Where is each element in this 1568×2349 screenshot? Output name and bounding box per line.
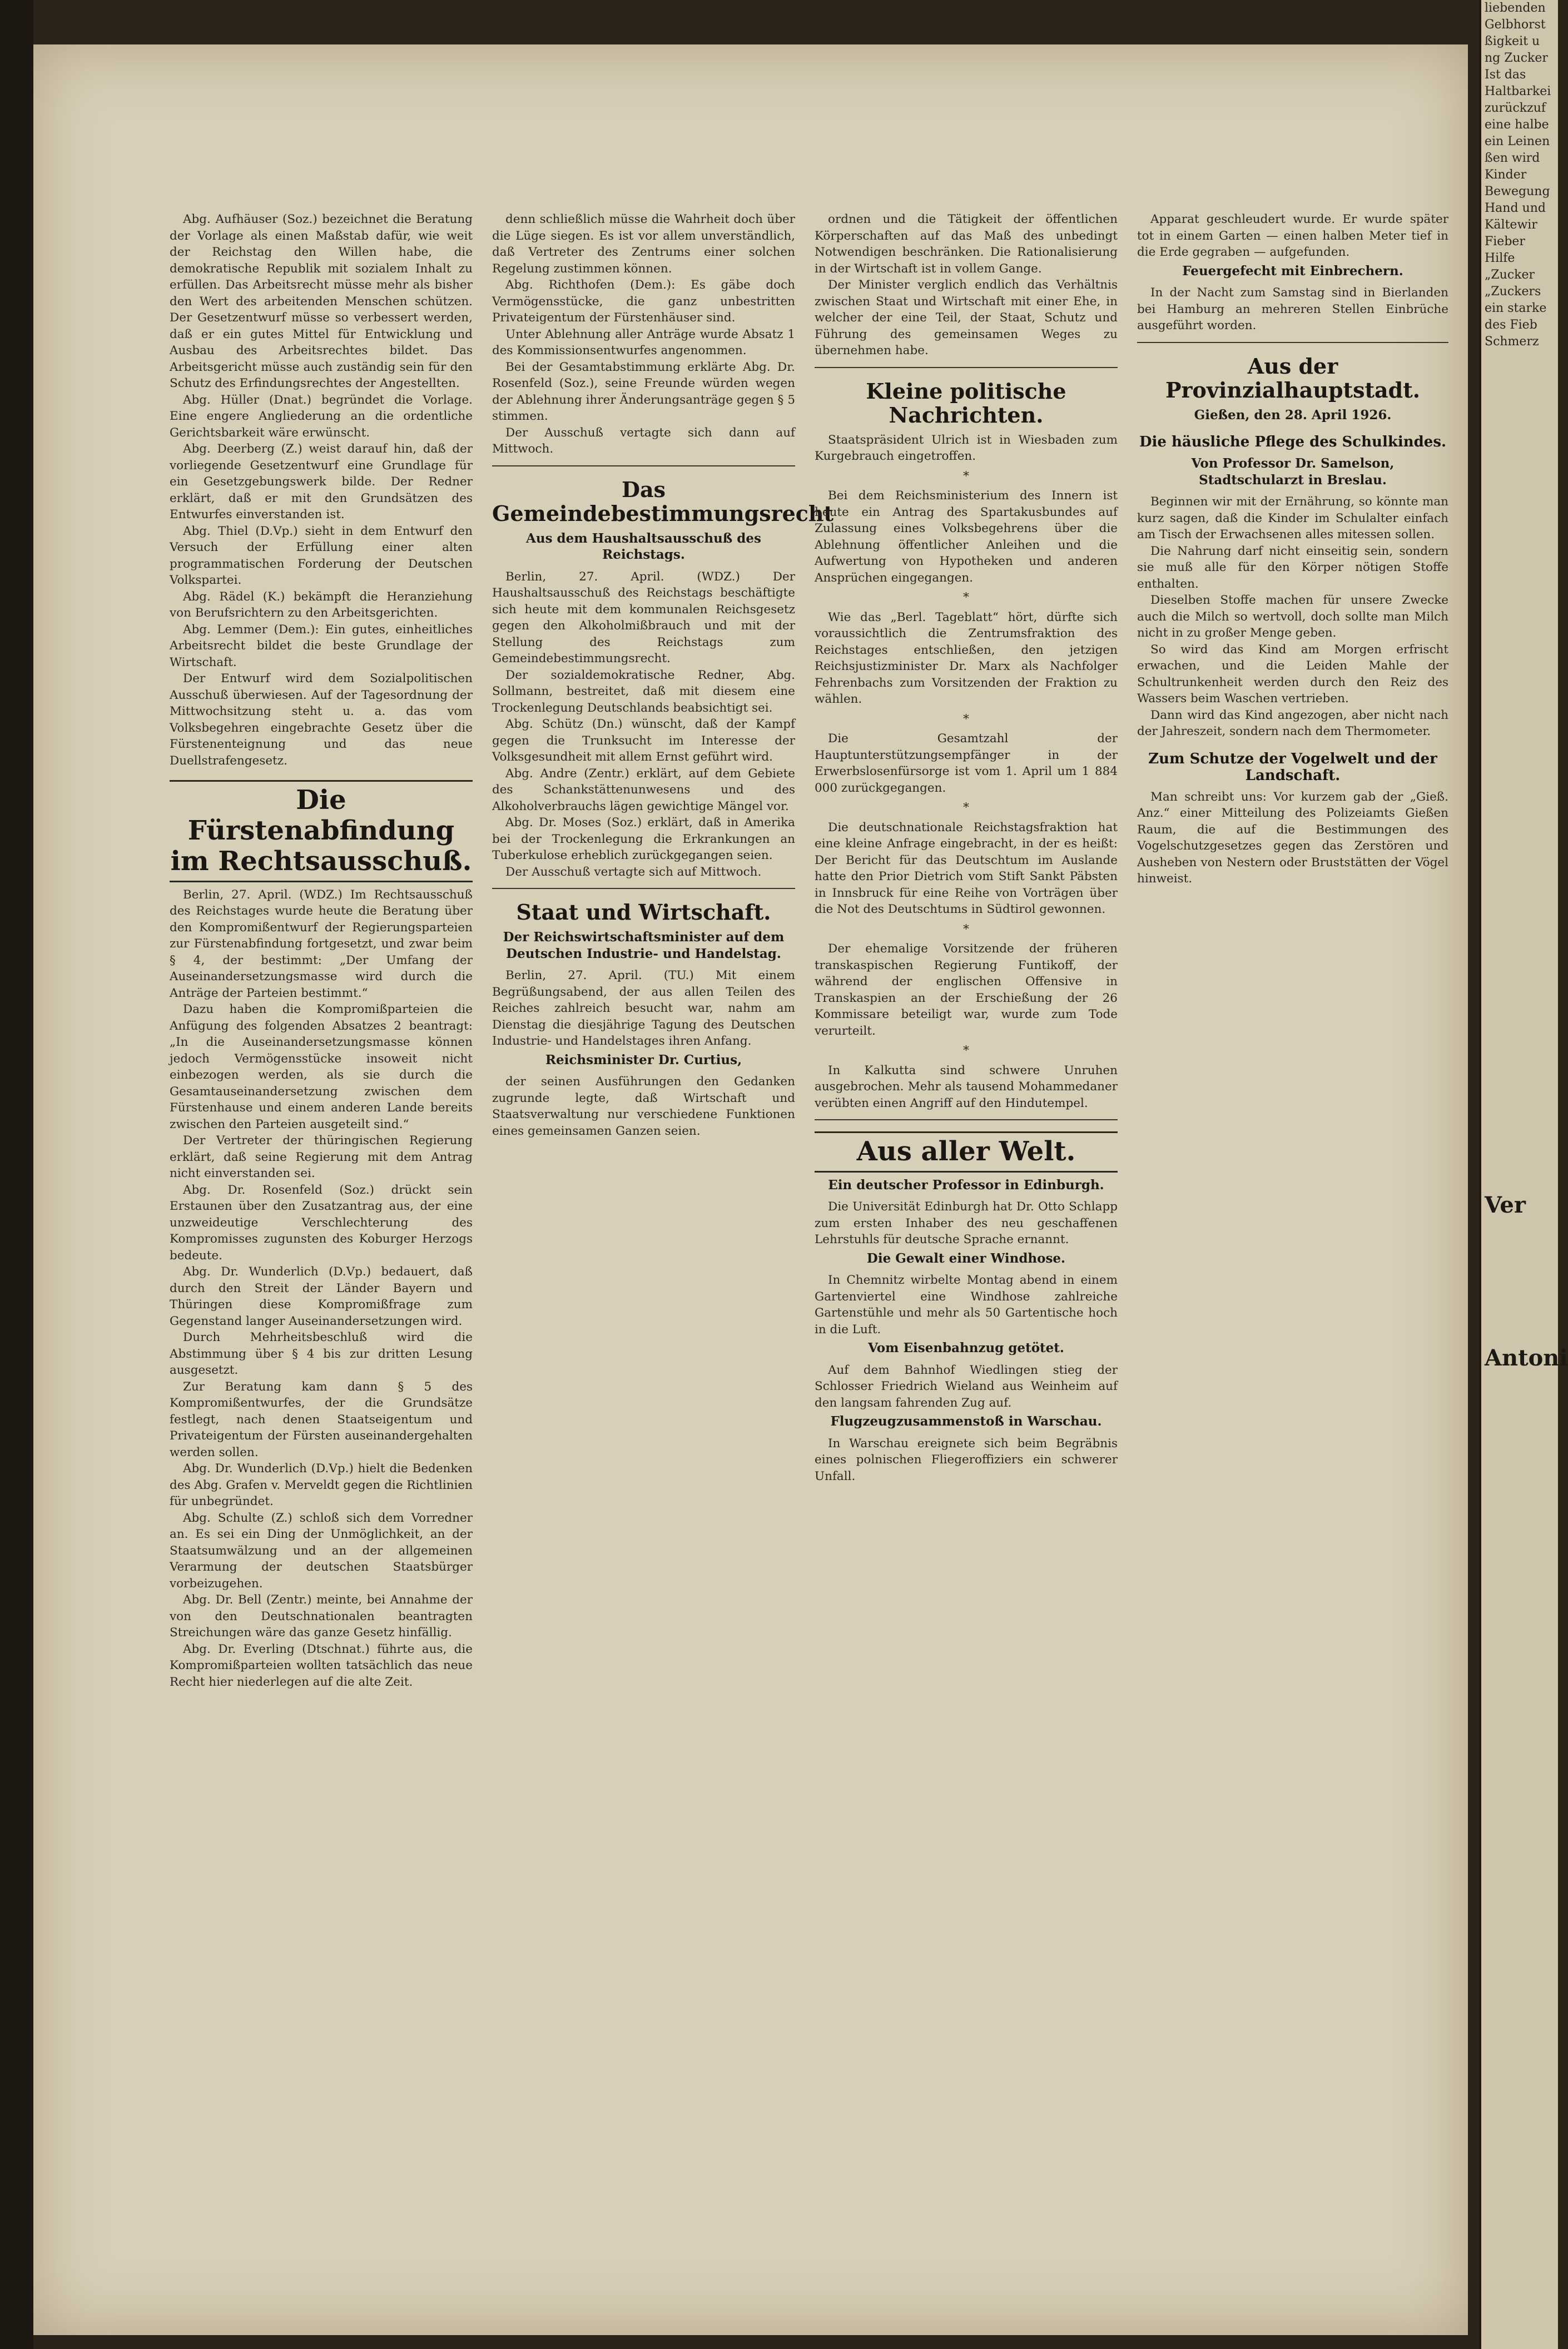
paragraph: Bei der Gesamtabstimmung erklärte Abg. Dr. Rosenfeld (Soz.), seine Freunde würden wegen der Ablehnung ihrer Änderungsanträge gegen § 5 stimmen. — [492, 360, 795, 423]
separator-star: * — [963, 922, 969, 936]
fragment-text: Haltbarkei — [1485, 85, 1551, 98]
fragment-heading: Antoni — [1485, 1345, 1568, 1371]
paragraph: Dieselben Stoffe machen für unsere Zwecke auch die Milch so wertvoll, doch sollte man Milch nicht in zu großer Menge geben. — [1137, 593, 1448, 640]
paragraph: Abg. Deerberg (Z.) weist darauf hin, daß der vorliegende Gesetzentwurf eine Grundlage für ein Gesetzgebungswerk bilde. Der Redner erklärt, daß er mit den Grundsätzen des Entwurfes einverstanden ist. — [170, 442, 473, 522]
paragraph: Abg. Schulte (Z.) schloß sich dem Vorredner an. Es sei ein Ding der Unmöglichkeit, an der Staatsumwälzung und an der allgemeinen Verarmung der deutschen Staatsbürger vorbeizugehen. — [170, 1511, 473, 1591]
paragraph: Wie das „Berl. Tageblatt“ hört, dürfte sich voraussichtlich die Zentrumsfraktion des Reichstages entschließen, den jetzigen Reichsjustizminister Dr. Marx als Nachfolger Fehrenbachs zum Vorsitzenden der Fraktion zu wählen. — [815, 610, 1118, 707]
paragraph: Berlin, 27. April. (WDZ.) Der Haushaltsausschuß des Reichstags beschäftigte sich heute mit dem kommunalen Reichsgesetz gegen den Alkoholmißbrauch und mit der Stellung des Reichstags zum Gemeindebestimmungsrecht. — [492, 569, 795, 666]
fragment-text: Bewegung — [1485, 185, 1550, 198]
divider — [492, 888, 795, 889]
paragraph: Abg. Schütz (Dn.) wünscht, daß der Kampf gegen die Trunksucht im Interesse der Volksgesundheit mit allem Ernst geführt wird. — [492, 717, 795, 764]
section-label: Vom Eisenbahnzug getötet. — [868, 1340, 1064, 1356]
fragment-text: Kältewir — [1485, 218, 1537, 232]
fragment-text: ßen wird — [1485, 151, 1540, 165]
paragraph: Abg. Dr. Wunderlich (D.Vp.) hielt die Bedenken des Abg. Grafen v. Merveldt gegen die Richtlinien für unbegründet. — [170, 1462, 473, 1509]
headline-vogelwelt: Zum Schutze der Vogelwelt und der Landschaft. — [1148, 750, 1437, 784]
headline-staat-und-wirtschaft: Staat und Wirtschaft. — [516, 900, 771, 925]
column-4 — [1137, 211, 1448, 2335]
headline-haeusliche-pflege: Die häusliche Pflege des Schulkindes. — [1139, 434, 1447, 451]
separator-star: * — [963, 590, 969, 605]
fragment-text: Hilfe — [1485, 251, 1515, 265]
fragment-text: Gelbhorst — [1485, 18, 1546, 32]
divider — [492, 465, 795, 466]
fragment-text: des Fieb — [1485, 318, 1537, 332]
section-label: Reichsminister Dr. Curtius, — [545, 1052, 742, 1067]
fragment-text: Kinder — [1485, 168, 1527, 182]
paragraph: Man schreibt uns: Vor kurzem gab der „Gieß. Anz.“ einer Mitteilung des Polizeiamts Gießen Raum, die auf die Bestimmungen des Vogelschutzgesetzes gegen das Zerstören und Ausheben von Nestern oder Bruststätten der Vögel hinweist. — [1137, 789, 1448, 886]
paragraph: Unter Ablehnung aller Anträge wurde Absatz 1 des Kommissionsentwurfes angenommen. — [492, 327, 795, 357]
paragraph: Abg. Rädel (K.) bekämpft die Heranziehung von Berufsrichtern zu den Arbeitsgerichten. — [170, 589, 473, 620]
paragraph: Abg. Dr. Moses (Soz.) erklärt, daß in Amerika bei der Trockenlegung die Erkrankungen an Tuberkulose erheblich zurückgegangen seien. — [492, 816, 795, 863]
separator-star: * — [963, 712, 969, 726]
headline-aus-aller-welt: Aus aller Welt. — [815, 1131, 1118, 1172]
paragraph: Abg. Andre (Zentr.) erklärt, auf dem Gebiete des Schankstättenunwesens und des Alkoholverbrauchs lägen gewichtige Mängel vor. — [492, 766, 795, 813]
paragraph: Die Universität Edinburgh hat Dr. Otto Schlapp zum ersten Inhaber des neu geschaffenen Lehrstuhls für deutsche Sprache ernannt. — [815, 1200, 1118, 1247]
column-1 — [170, 211, 473, 2335]
divider — [1137, 342, 1448, 343]
subheadline: Ein deutscher Professor in Edinburgh. — [828, 1177, 1104, 1193]
paragraph: Bei dem Reichsministerium des Innern ist heute ein Antrag des Spartakusbundes auf Zulassung eines Volksbegehrens über die Ablehnung öffentlicher Anleihen und die Aufwertung von Hypotheken und anderen Ansprüchen eingegangen. — [815, 489, 1118, 585]
paragraph: Abg. Dr. Wunderlich (D.Vp.) bedauert, daß durch den Streit der Länder Bayern und Thüringen diese Kompromißfrage zum Gegenstand langer Auseinandersetzungen wird. — [170, 1265, 473, 1328]
paragraph: Der Ausschuß vertagte sich auf Mittwoch. — [505, 865, 762, 879]
paragraph: Der ehemalige Vorsitzende der früheren transkaspischen Regierung Funtikoff, der während der englischen Offensive in Transkaspien an der Erschießung der 26 Kommissare beteiligt war, wurde zum Tode verurteilt. — [815, 942, 1118, 1038]
newspaper-page — [33, 44, 1468, 2335]
section-label: Feuergefecht mit Einbrechern. — [1182, 263, 1403, 279]
subheadline: Der Reichswirtschaftsminister auf dem Deutschen Industrie- und Handelstag. — [503, 930, 785, 961]
paragraph: In Kalkutta sind schwere Unruhen ausgebrochen. Mehr als tausend Mohammedaner verübten einen Angriff auf den Hindutempel. — [815, 1063, 1118, 1110]
paragraph: Abg. Dr. Rosenfeld (Soz.) drückt sein Erstaunen über den Zusatzantrag aus, der eine unzweideutige Verschlechterung des Kompromisses zugunsten des Koburger Herzogs bedeute. — [170, 1183, 473, 1263]
subheadline: Aus dem Haushaltsausschuß des Reichstags. — [526, 530, 761, 563]
fragment-text: ng Zucker — [1485, 51, 1548, 65]
paragraph: Der sozialdemokratische Redner, Abg. Sollmann, bestreitet, daß mit diesem eine Trockenlegung Deutschlands beabsichtigt sei. — [492, 668, 795, 715]
paragraph: Abg. Dr. Everling (Dtschnat.) führte aus, die Kompromißparteien wollten tatsächlich das neue Recht hier niederlegen auf die alte Zeit. — [170, 1642, 473, 1689]
adjacent-page-strip — [1479, 0, 1568, 2349]
paragraph: Abg. Lemmer (Dem.): Ein gutes, einheitliches Arbeitsrecht bildet die beste Grundlage der Wirtschaft. — [170, 622, 473, 669]
fragment-text: ßigkeit u — [1485, 34, 1540, 48]
fragment-text: Schmerz — [1485, 335, 1539, 349]
paragraph: Dann wird das Kind angezogen, aber nicht nach der Jahreszeit, sondern nach dem Thermometer. — [1137, 708, 1448, 739]
divider — [815, 367, 1118, 368]
fragment-text: Fieber — [1485, 235, 1525, 249]
paragraph: Die deutschnationale Reichstagsfraktion hat eine kleine Anfrage eingebracht, in der es heißt: Der Bericht für das Deutschtum im Auslande hatte den Prior Dietrich vom Stift Sankt Päbsten in Innsbruck für eine Reihe von Vorträgen über die Not des Deutschtums in Südtirol gewonnen. — [815, 820, 1118, 917]
separator-star: * — [963, 1044, 969, 1058]
fragment-text: „Zucker — [1485, 268, 1535, 282]
fragment-text: liebenden — [1485, 1, 1546, 15]
paragraph: Abg. Dr. Bell (Zentr.) meinte, bei Annahme der von den Deutschnationalen beantragten Streichungen wäre das ganze Gesetz hinfällig. — [170, 1593, 473, 1640]
paragraph: Berlin, 27. April. (WDZ.) Im Rechtsausschuß des Reichstages wurde heute die Beratung über den Kompromißentwurf der Regierungsparteien zur Fürstenabfindung fortgesetzt, und zwar beim § 4, der bestimmt: „Der Umfang der Auseinandersetzungsmasse wird durch die Anträge der Parteien bestimmt.“ — [170, 887, 473, 1000]
column-2 — [492, 211, 834, 2335]
paragraph: Zur Beratung kam dann § 5 des Kompromißentwurfes, der die Grundsätze festlegt, nach denen Staatseigentum und Privateigentum der Fürsten auseinandergehalten werden sollen. — [170, 1379, 473, 1459]
fragment-heading: Ver — [1485, 1192, 1526, 1218]
fragment-text: ein Leinen — [1485, 135, 1550, 148]
paragraph: Durch Mehrheitsbeschluß wird die Abstimmung über § 4 bis zur dritten Lesung ausgesetzt. — [170, 1330, 473, 1378]
paragraph: Der Ausschuß vertagte sich dann auf Mittwoch. — [492, 425, 795, 456]
dateline: Gießen, den 28. April 1926. — [1194, 407, 1392, 423]
paragraph: Apparat geschleudert wurde. Er wurde später tot in einem Garten — einen halben Meter tief in die Erde gegraben — aufgefunden. — [1137, 212, 1448, 259]
section-label: Flugzeugzusammenstoß in Warschau. — [830, 1414, 1102, 1429]
headline-kleine-politische-nachrichten: Kleine politische Nachrichten. — [866, 378, 1066, 428]
paragraph: ordnen und die Tätigkeit der öffentlichen Körperschaften auf das Maß des unbedingt Notwendigen beschränken. Die Rationalisierung in der Wirtschaft ist in vollem Gange. — [815, 212, 1118, 276]
fragment-text: Hand und — [1485, 201, 1546, 215]
paragraph: In Warschau ereignete sich beim Begräbnis eines polnischen Fliegeroffiziers ein schwerer Unfall. — [815, 1436, 1118, 1483]
paragraph: Beginnen wir mit der Ernährung, so könnte man kurz sagen, daß die Kinder im Schulalter einfach am Tisch der Erwachsenen alles mitessen sollen. — [1137, 495, 1448, 542]
paragraph: Der Vertreter der thüringischen Regierung erklärt, daß seine Regierung mit dem Antrag nicht einverstanden sei. — [170, 1134, 473, 1181]
fragment-text: „Zuckers — [1485, 285, 1541, 299]
fragment-text: zurückzuf — [1485, 101, 1546, 115]
page-edge-left — [0, 0, 33, 2349]
headline-gemeindebestimmungsrecht: Das Gemeindebestimmungsrecht — [492, 476, 834, 527]
separator-star: * — [963, 801, 969, 815]
paragraph: Der Minister verglich endlich das Verhältnis zwischen Staat und Wirtschaft mit einer Ehe, in welcher der eine Teil, der Staat, Schutz und Führung des gemeinsamen Weges zu übernehmen habe. — [815, 278, 1118, 357]
paragraph: In der Nacht zum Samstag sind in Bierlanden bei Hamburg an mehreren Stellen Einbrüche ausgeführt worden. — [1137, 286, 1448, 332]
column-3 — [815, 211, 1118, 2335]
paragraph: Berlin, 27. April. (TU.) Mit einem Begrüßungsabend, der aus allen Teilen des Reiches zahlreich besucht war, nahm am Dienstag die diesjährige Tagung des Deutschen Industrie- und Handelstages ihren Anfang. — [492, 969, 795, 1049]
paragraph: So wird das Kind am Morgen erfrischt erwachen, und die Leiden Mahle der Schultrunkenheit werden durch den Reiz des Wassers beim Waschen vertrieben. — [1137, 642, 1448, 706]
separator-star: * — [963, 469, 969, 483]
byline: Von Professor Dr. Samelson, Stadtschularzt in Breslau. — [1191, 456, 1395, 488]
divider — [815, 1119, 1118, 1120]
paragraph: der seinen Ausführungen den Gedanken zugrunde legte, daß Wirtschaft und Staatsverwaltung nur verschiedene Funktionen eines gemeinsamen Ganzen seien. — [492, 1075, 795, 1138]
paragraph: Die Gesamtzahl der Hauptunterstützungsempfänger in der Erwerbslosenfürsorge ist vom 1. April um 1 884 000 zurückgegangen. — [815, 732, 1118, 795]
paragraph: Dazu haben die Kompromißparteien die Anfügung des folgenden Absatzes 2 beantragt: „In die Auseinandersetzungsmasse können jedoch Vermögensstücke insoweit nicht einbezogen werden, als sie durch die Gesamtauseinandersetzung zwischen dem Fürstenhause und einem anderen Lande bereits zwischen den Parteien ausgeteilt sind.“ — [170, 1002, 473, 1131]
fragment-text: eine halbe — [1485, 118, 1549, 132]
headline-fuerstenabfindung: Die Fürstenabfindung im Rechtsausschuß. — [170, 780, 473, 882]
paragraph: Auf dem Bahnhof Wiedlingen stieg der Schlosser Friedrich Wieland aus Weinheim auf den langsam fahrenden Zug auf. — [815, 1363, 1118, 1410]
fragment-text: ein starke — [1485, 301, 1547, 315]
paragraph: Abg. Richthofen (Dem.): Es gäbe doch Vermögensstücke, die ganz unbestritten Privateigentum der Fürstenhäuser sind. — [492, 278, 795, 325]
paragraph: Die Nahrung darf nicht einseitig sein, sondern sie muß alle für den Körper nötigen Stoffe enthalten. — [1137, 544, 1448, 591]
paragraph: Der Entwurf wird dem Sozialpolitischen Ausschuß überwiesen. Auf der Tagesordnung der Mittwochsitzung steht u. a. das vom Volksbegehren eingebrachte Gesetz über die Fürstenenteignung und das neue Duellstrafengesetz. — [170, 672, 473, 768]
paragraph: In Chemnitz wirbelte Montag abend in einem Gartenviertel eine Windhose zahlreiche Gartenstühle und mehr als 50 Gartentische hoch in die Luft. — [815, 1273, 1118, 1337]
paragraph: denn schließlich müsse die Wahrheit doch über die Lüge siegen. Es ist vor allem unverständlich, daß Vertreter des Zentrums einer solchen Regelung zustimmen können. — [492, 212, 795, 276]
paragraph: Staatspräsident Ulrich ist in Wiesbaden zum Kurgebrauch eingetroffen. — [815, 433, 1118, 464]
paragraph: Abg. Aufhäuser (Soz.) bezeichnet die Beratung der Vorlage als einen Maßstab dafür, wie weit der Reichstag den Willen habe, die demokratische Republik mit sozialem Inhalt zu erfüllen. Das Arbeitsrecht müsse mehr als bisher den Wert des arbeitenden Menschen schützen. Der Gesetzentwurf müsse so verbessert werden, daß er ein gutes Mittel für Entwicklung und Ausbau des Arbeitsrechtes bildet. Das Arbeitsgericht müsse auch zuständig sein für den Schutz des Erfindungsrechtes der Angestellten. — [170, 212, 473, 390]
paragraph: Abg. Thiel (D.Vp.) sieht in dem Entwurf den Versuch der Erfüllung einer alten programmatischen Forderung der Deutschen Volkspartei. — [170, 524, 473, 587]
fragment-text: Ist das — [1485, 68, 1526, 82]
section-label: Die Gewalt einer Windhose. — [866, 1250, 1066, 1266]
headline-provinzialhauptstadt: Aus der Provinzialhauptstadt. — [1165, 353, 1421, 403]
paragraph: Abg. Hüller (Dnat.) begründet die Vorlage. Eine engere Angliederung an die ordentliche Gerichtsbarkeit wäre erwünscht. — [170, 393, 473, 440]
